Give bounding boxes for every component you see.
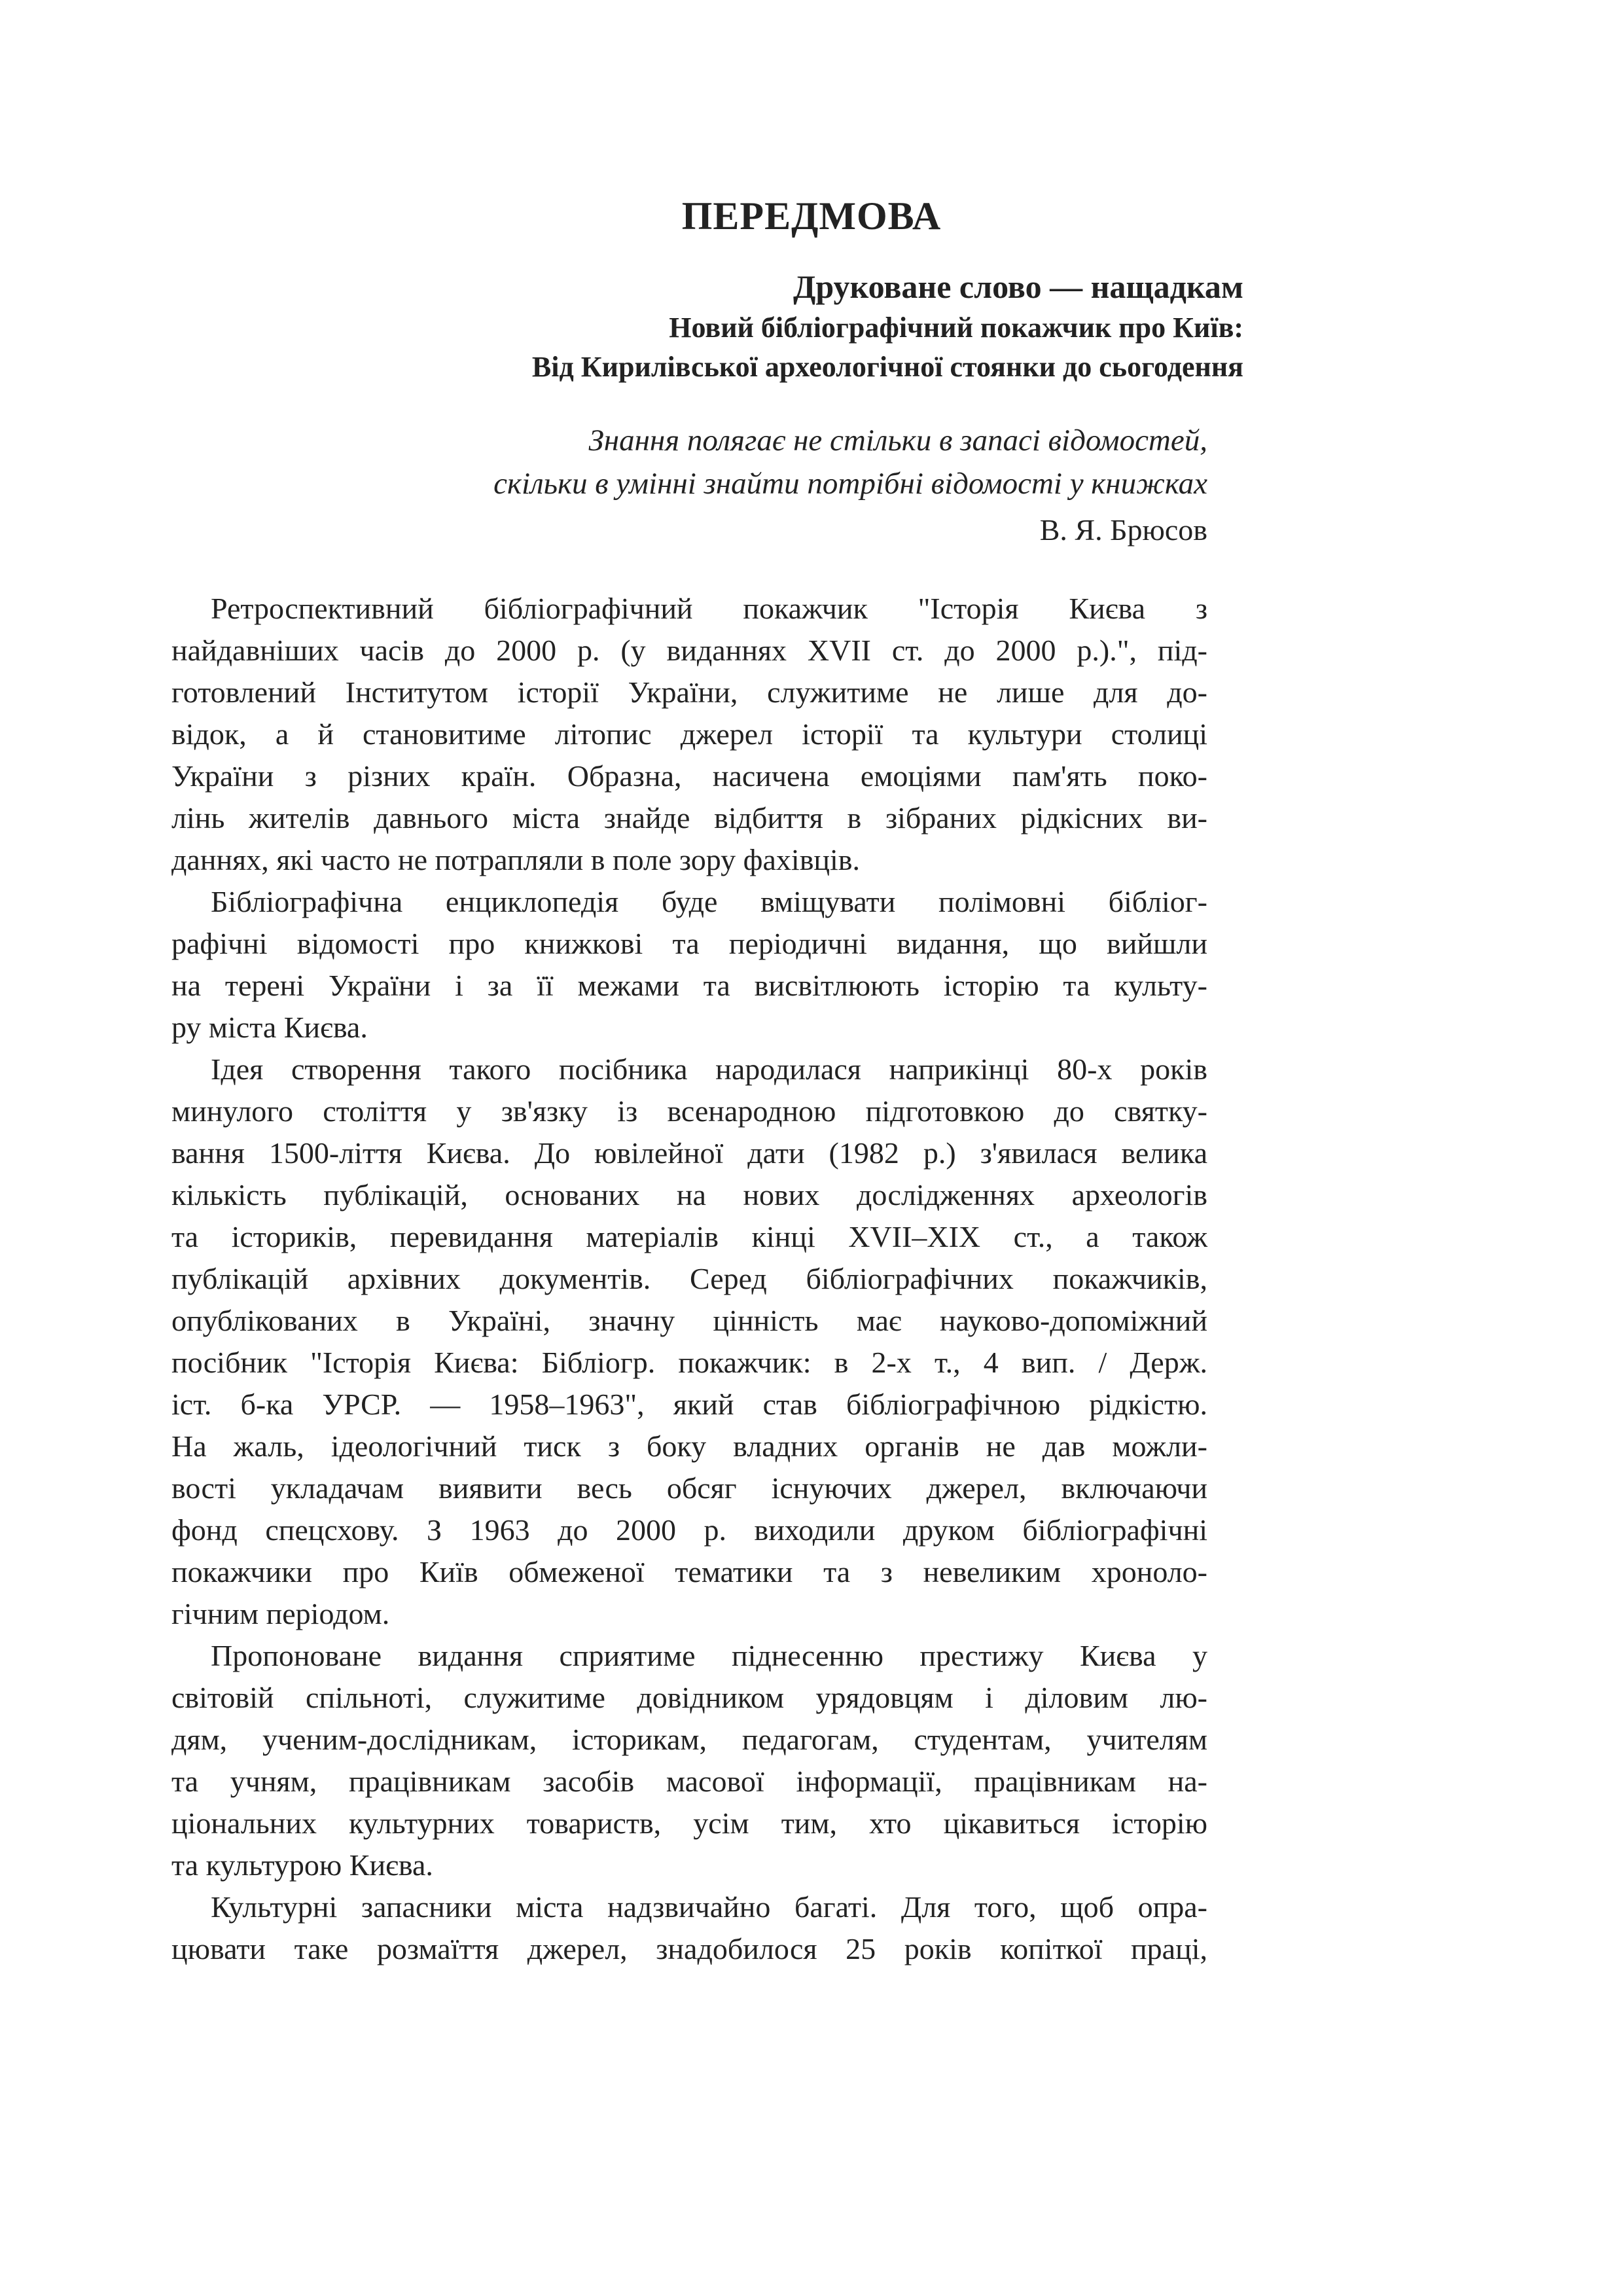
text-line: посібник "Історія Києва: Бібліогр. покажчик: в 2-х т., 4 вип. / Держ. [171, 1346, 1207, 1379]
text-line: гічним періодом. [171, 1597, 390, 1630]
epigraph-line: скільки в умінні знайти потрібні відомості у книжках [493, 467, 1207, 501]
text-line: кількість публікацій, основаних на нових дослідженнях археологів [171, 1178, 1207, 1211]
text-line: та учням, працівникам засобів масової інформації, працівникам на- [171, 1765, 1207, 1798]
text-line: та культурою Києва. [171, 1848, 433, 1882]
text-line: На жаль, ідеологічний тиск з боку владних органів не дав можли- [171, 1429, 1207, 1463]
epigraph-author: В. Я. Брюсов [1039, 513, 1207, 547]
page-title: ПЕРЕДМОВА [681, 194, 942, 238]
text-line: Пропоноване видання сприятиме піднесенню престижу Києва у [211, 1639, 1207, 1672]
text-line: опублікованих в Україні, значну цінність має науково-допоміжний [171, 1304, 1207, 1337]
text-line: України з різних країн. Образна, насичена емоціями пам'ять поко- [171, 759, 1207, 793]
text-line: відок, а й становитиме літопис джерел історії та культури столиці [171, 717, 1207, 751]
text-line: іст. б-ка УРСР. — 1958–1963", який став бібліографічною рідкістю. [171, 1388, 1207, 1421]
text-line: найдавніших часів до 2000 р. (у виданнях XVII ст. до 2000 р.).", під- [171, 634, 1207, 667]
epigraph [131, 419, 1207, 552]
subtitle: Друковане слово — нащадкам [793, 268, 1243, 305]
text-line: даннях, які часто не потрапляли в поле зору фахівців. [171, 843, 861, 876]
subheading-line: Новий бібліографічний покажчик про Київ: [669, 312, 1243, 344]
body-text [171, 588, 1207, 1970]
text-line: світовій спільноті, служитиме довідником урядовцям і діловим лю- [171, 1681, 1207, 1714]
text-line: та істориків, перевидання матеріалів кінці XVII–XIX ст., а також [171, 1220, 1207, 1253]
text-line: ру міста Києва. [171, 1011, 368, 1044]
text-line: цювати таке розмаїття джерел, знадобилося 25 років копіткої праці, [171, 1932, 1207, 1965]
text-line: Ідея створення такого посібника народилася наприкінці 80-х років [211, 1052, 1207, 1086]
text-line: покажчики про Київ обмеженої тематики та з невеликим хроноло- [171, 1555, 1207, 1588]
text-line: на терені України і за її межами та висвітлюють історію та культу- [171, 969, 1207, 1002]
text-line: публікацій архівних документів. Серед бібліографічних покажчиків, [171, 1262, 1207, 1295]
text-line: минулого століття у зв'язку із всенародною підготовкою до святку- [171, 1094, 1207, 1128]
text-line: вання 1500-ліття Києва. До ювілейної дати (1982 р.) з'явилася велика [171, 1136, 1207, 1170]
text-line: лінь жителів давнього міста знайде відбиття в зібраних рідкісних ви- [171, 801, 1207, 834]
text-line: Культурні запасники міста надзвичайно багаті. Для того, щоб опра- [211, 1890, 1207, 1924]
text-line: Ретроспективний бібліографічний покажчик "Історія Києва з [211, 592, 1207, 625]
subheading-line: Від Кирилівської археологічної стоянки до сьогодення [531, 351, 1243, 383]
text-line: вості укладачам виявити весь обсяг існуючих джерел, включаючи [171, 1471, 1207, 1505]
text-line: фонд спецсхову. З 1963 до 2000 р. виходили друком бібліографічні [171, 1513, 1207, 1547]
text-line: Бібліографічна енциклопедія буде вміщувати полімовні бібліог- [211, 885, 1207, 918]
text-line: готовлений Інститутом історії України, служитиме не лише для до- [171, 675, 1207, 709]
text-line: рафічні відомості про книжкові та періодичні видання, що вийшли [171, 927, 1207, 960]
text-line: ціональних культурних товариств, усім тим, хто цікавиться історію [171, 1806, 1207, 1840]
heading-block [131, 265, 1243, 387]
epigraph-line: Знання полягає не стільки в запасі відомостей, [588, 423, 1207, 457]
text-line: дям, ученим-дослідникам, історикам, педагогам, студентам, учителям [171, 1723, 1207, 1756]
